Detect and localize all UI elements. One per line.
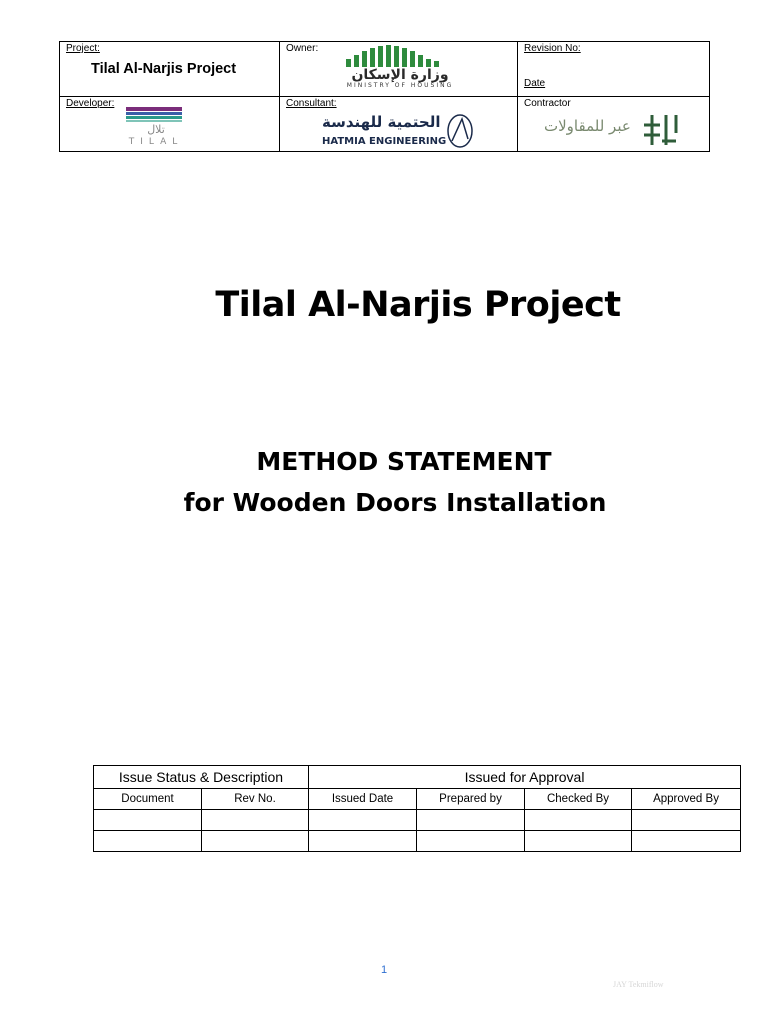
table-cell [202,831,309,852]
developer-label: Developer: [66,98,115,109]
tilal-logo [96,107,216,147]
table-cell [525,831,632,852]
owner-logo-arabic: وزارة الإسكان [351,67,449,83]
subtitle-method-statement: METHOD STATEMENT [256,447,552,476]
table-cell [94,810,202,831]
owner-label: Owner: [286,43,319,54]
table-cell [632,810,741,831]
developer-cell [60,97,280,152]
column-header: Issued Date [309,789,417,810]
consultant-logo-arabic: الحتمية للهندسة [322,113,441,131]
project-label: Project: [66,43,100,54]
contractor-logo [544,111,706,151]
owner-logo-english: MINISTRY OF HOUSING [346,82,454,89]
contractor-cell [518,97,710,152]
issue-status-table [93,765,741,852]
contractor-label: Contractor [524,98,571,109]
consultant-cell [280,97,518,152]
table-cell [417,831,525,852]
table-row [94,831,741,852]
hatmia-engineering-logo [320,111,480,153]
subtitle-description: for Wooden Doors Installation [183,488,607,517]
document-title: Tilal Al-Narjis Project [215,285,621,325]
table-cell [632,831,741,852]
ministry-of-housing-logo [318,45,480,89]
status-right-header: Issued for Approval [309,766,741,789]
table-cell [309,810,417,831]
faint-watermark-text: JAY Tekmiflow [613,980,664,989]
owner-cell [280,42,518,97]
revision-cell [518,42,710,97]
contractor-logo-arabic: عبر للمقاولات [544,117,631,135]
project-name: Tilal Al-Narjis Project [91,61,237,77]
table-row [94,810,741,831]
project-cell [60,42,280,97]
consultant-logo-english: HATMIA ENGINEERING [322,136,447,147]
column-header: Document [94,789,202,810]
column-header: Approved By [632,789,741,810]
column-header: Checked By [525,789,632,810]
developer-logo-english: TILAL [128,137,184,147]
date-label: Date [524,78,546,89]
header-table [59,41,710,152]
page-number: 1 [380,964,388,976]
developer-logo-arabic: تلال [147,123,165,136]
table-cell [309,831,417,852]
table-cell [94,831,202,852]
column-header: Prepared by [417,789,525,810]
table-cell [202,810,309,831]
revision-label: Revision No: [524,43,581,54]
table-cell [525,810,632,831]
column-header: Rev No. [202,789,309,810]
consultant-label: Consultant: [286,98,337,109]
status-left-header: Issue Status & Description [94,766,309,789]
table-cell [417,810,525,831]
